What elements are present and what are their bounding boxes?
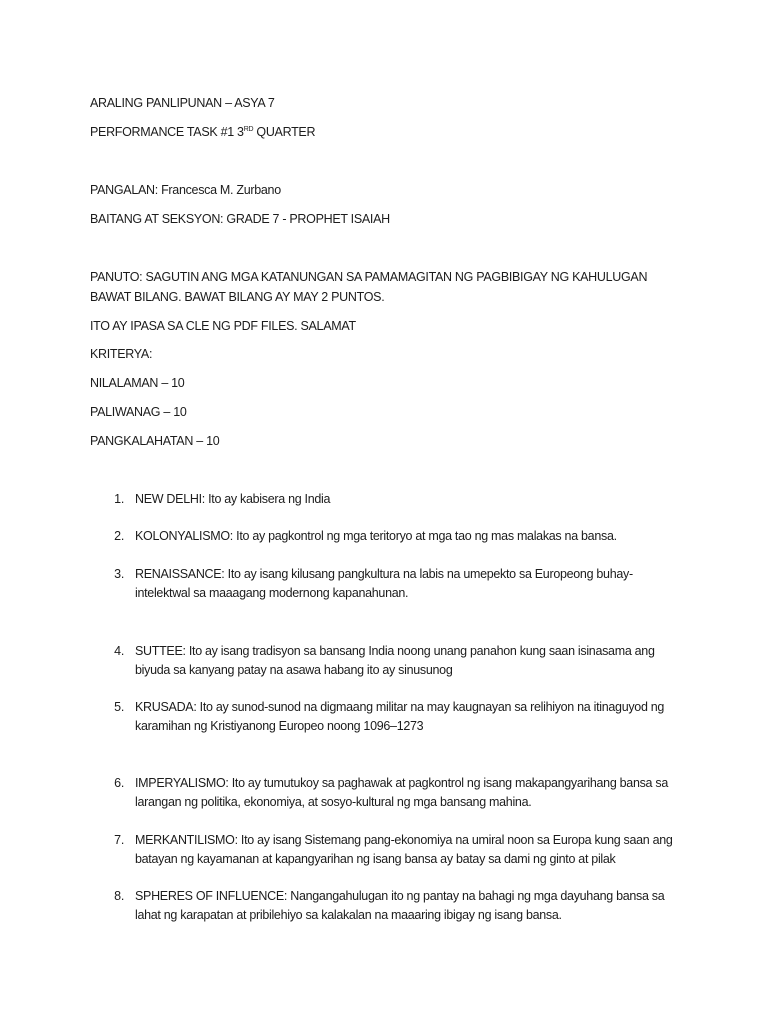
instructions-line-2: BAWAT BILANG. BAWAT BILANG AY MAY 2 PUNTOS. [90,290,385,304]
criteria-item: PALIWANAG – 10 [90,405,187,419]
item-text: KRUSADA: Ito ay sunod-sunod na digmaang militar na may kaugnayan sa relihiyon na itinaguyod ng karamihan ng Kristiyanong Europeo noong 1096–1273 [135,700,665,733]
submission-note: ITO AY IPASA SA CLE NG PDF FILES. SALAMAT [90,319,356,333]
criteria-item: NILALAMAN – 10 [90,376,185,390]
item-number: 5. [114,700,124,714]
criteria-label: KRITERYA: [90,347,153,361]
task-suffix: QUARTER [253,125,316,139]
item-number: 6. [114,776,124,790]
item-text: NEW DELHI: Ito ay kabisera ng India [135,492,331,506]
task-prefix: PERFORMANCE TASK #1 3 [90,125,244,139]
grade-section: BAITANG AT SEKSYON: GRADE 7 - PROPHET ISAIAH [90,212,390,226]
subject-heading: ARALING PANLIPUNAN – ASYA 7 [90,96,275,110]
task-heading [90,124,315,140]
item-number: 2. [114,529,124,543]
item-text: RENAISSANCE: Ito ay isang kilusang pangkultura na labis na umepekto sa Europeong buhay-intelektwal sa maaagang modernong kapanahunan. [135,567,633,600]
item-number: 4. [114,644,124,658]
item-number: 1. [114,492,124,506]
item-text: MERKANTILISMO: Ito ay isang Sistemang pang-ekonomiya na umiral noon sa Europa kung saan ang batayan ng kayamanan at kapangyarihan ng isang bansa ay batay sa dami ng ginto at pilak [135,833,673,866]
item-number: 3. [114,567,124,581]
item-number: 8. [114,889,124,903]
item-text: IMPERYALISMO: Ito ay tumutukoy sa paghawak at pagkontrol ng isang makapangyarihang bansa sa larangan ng politika, ekonomiya, at sosyo-kultural ng mga bansang mahina. [135,776,668,809]
item-text: KOLONYALISMO: Ito ay pagkontrol ng mga teritoryo at mga tao ng mas malakas na bansa. [135,529,617,543]
item-text: SUTTEE: Ito ay isang tradisyon sa bansang India noong unang panahon kung saan isinasama ang biyuda sa kanyang patay na asawa habang ito ay sinusunog [135,644,655,677]
instructions-line-1: PANUTO: SAGUTIN ANG MGA KATANUNGAN SA PAMAMAGITAN NG PAGBIBIGAY NG KAHULUGAN [90,270,648,284]
student-name: PANGALAN: Francesca M. Zurbano [90,183,281,197]
criteria-item: PANGKALAHATAN – 10 [90,434,220,448]
task-superscript: RD [243,125,254,133]
item-text: SPHERES OF INFLUENCE: Nangangahulugan ito ng pantay na bahagi ng mga dayuhang bansa sa lahat ng karapatan at pribilehiyo sa kalakalan na maaaring ibigay ng isang bansa. [135,889,665,922]
item-number: 7. [114,833,124,847]
